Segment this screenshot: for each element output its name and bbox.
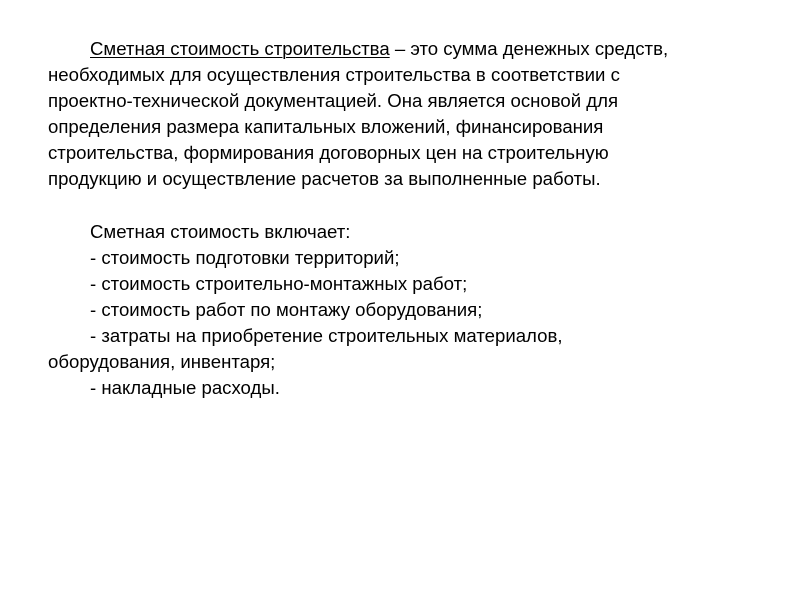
includes-item-2: - стоимость строительно-монтажных работ; [90,272,468,294]
includes-item-1: - стоимость подготовки территорий; [90,246,400,268]
definition-line-5: строительства, формирования договорных цен на строительную [48,142,609,164]
includes-item-4-continuation: оборудования, инвентаря; [48,351,276,373]
definition-line-4: определения размера капитальных вложений, финансирования [48,116,604,138]
includes-heading: Сметная стоимость включает: [90,220,351,242]
definition-paragraph [48,36,778,193]
definition-line-3: проектно-технической документацией. Она является основой для [48,90,619,112]
definition-line-1 [48,36,778,62]
includes-item-4: - затраты на приобретение строительных материалов, [90,324,563,346]
definition-line-2: необходимых для осуществления строительства в соответствии с [48,64,620,86]
includes-item-3: - стоимость работ по монтажу оборудования; [90,298,483,320]
definition-line-1-rest: – это сумма денежных средств, [389,38,669,59]
definition-line-6: продукцию и осуществление расчетов за выполненные работы. [48,168,601,190]
slide-body [48,36,778,401]
includes-item-5: - накладные расходы. [90,377,280,399]
definition-term: Сметная стоимость строительства [90,38,390,59]
includes-paragraph [48,219,778,402]
paragraph-spacer [48,193,778,219]
